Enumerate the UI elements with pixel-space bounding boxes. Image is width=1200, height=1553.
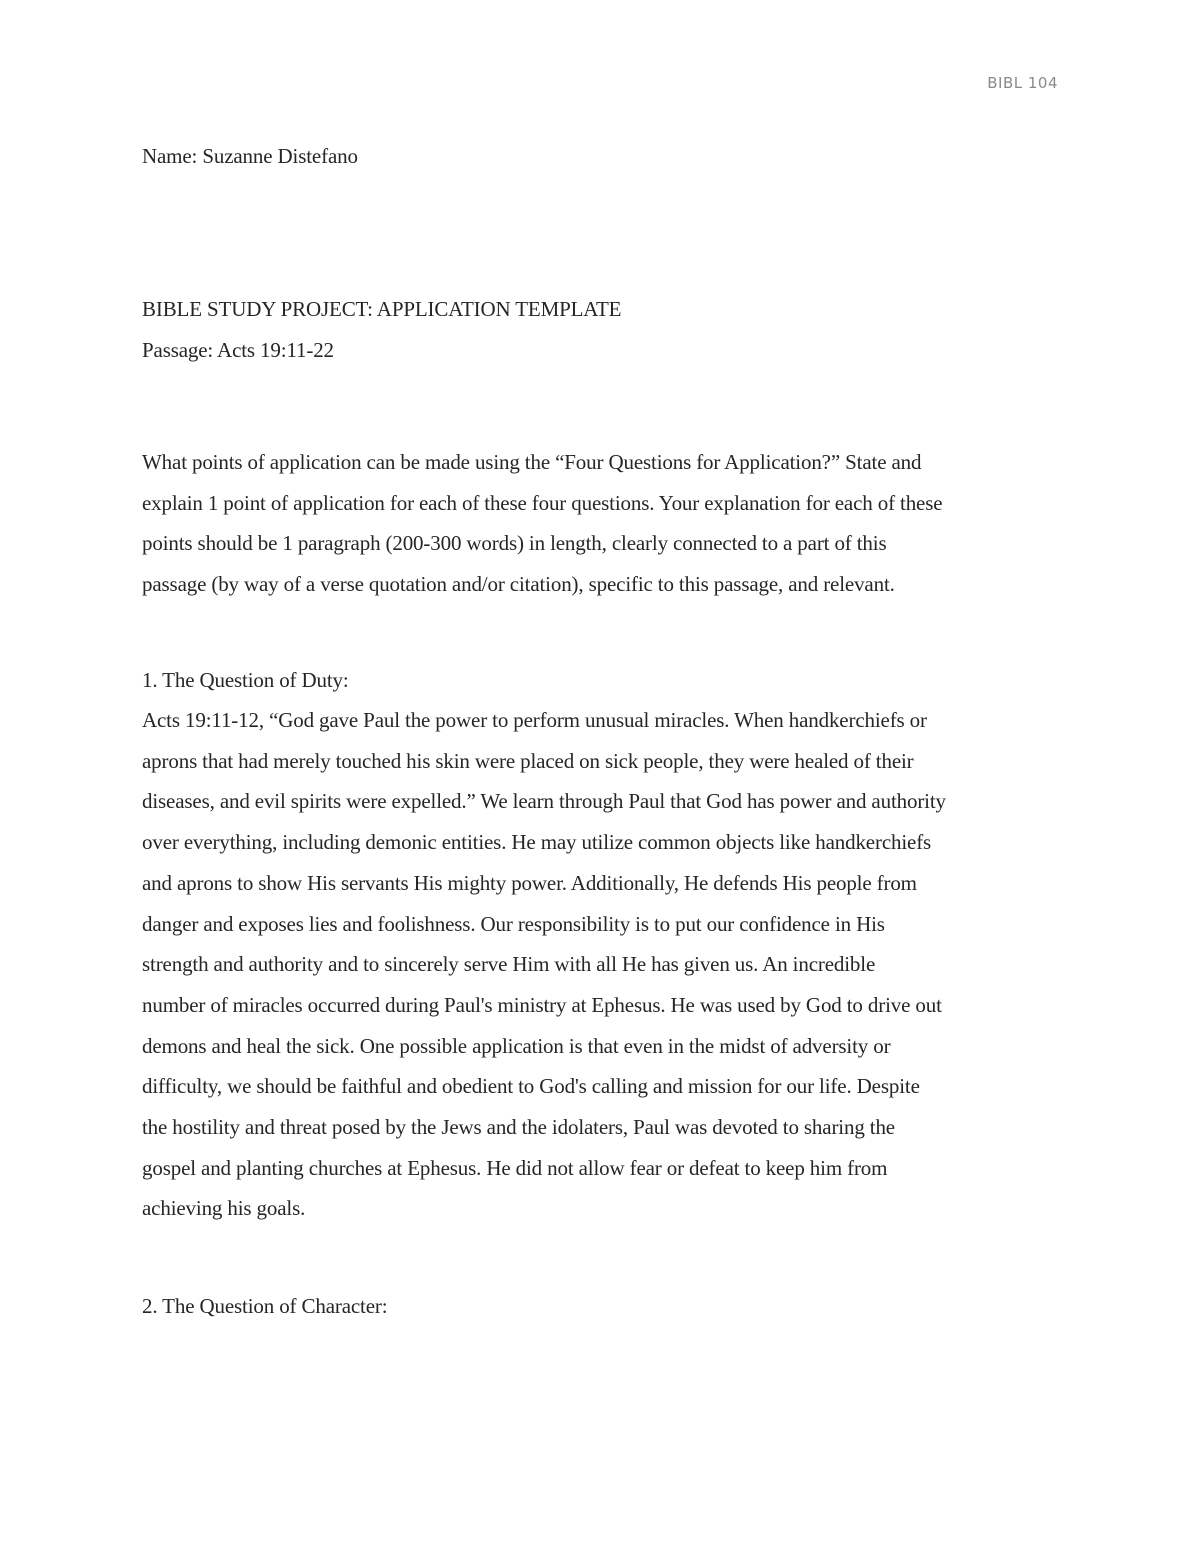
answer-line: the hostility and threat posed by the Jews and the idolaters, Paul was devoted to sharing the xyxy=(142,1115,895,1140)
student-name: Name: Suzanne Distefano xyxy=(142,144,358,168)
question-1-heading: 1. The Question of Duty: xyxy=(142,668,349,692)
question-1-answer-paragraph xyxy=(142,700,1072,1229)
answer-line: achieving his goals. xyxy=(142,1196,306,1221)
answer-line: gospel and planting churches at Ephesus. He did not allow fear or defeat to keep him from xyxy=(142,1155,888,1180)
instructions-line: points should be 1 paragraph (200-300 words) in length, clearly connected to a part of this xyxy=(142,531,887,556)
answer-line: number of miracles occurred during Paul's ministry at Ephesus. He was used by God to drive out xyxy=(142,992,942,1017)
instructions-line: explain 1 point of application for each of these four questions. Your explanation for each of these xyxy=(142,490,943,515)
passage-reference: Passage: Acts 19:11-22 xyxy=(142,338,334,362)
answer-line: diseases, and evil spirits were expelled.” We learn through Paul that God has power and authority xyxy=(142,789,946,814)
instructions-paragraph xyxy=(142,442,1072,605)
answer-line: over everything, including demonic entities. He may utilize common objects like handkerchiefs xyxy=(142,830,932,855)
answer-line: danger and exposes lies and foolishness. Our responsibility is to put our confidence in His xyxy=(142,911,885,936)
running-header-course-code: BIBL 104 xyxy=(987,74,1058,92)
answer-line: difficulty, we should be faithful and obedient to God's calling and mission for our life. Despite xyxy=(142,1074,920,1099)
answer-line: strength and authority and to sincerely serve Him with all He has given us. An incredible xyxy=(142,952,876,977)
question-2-heading: 2. The Question of Character: xyxy=(142,1294,388,1318)
answer-line: Acts 19:11-12, “God gave Paul the power to perform unusual miracles. When handkerchiefs or xyxy=(142,708,927,732)
instructions-line: passage (by way of a verse quotation and/or citation), specific to this passage, and relevant. xyxy=(142,572,895,597)
answer-line: aprons that had merely touched his skin were placed on sick people, they were healed of their xyxy=(142,748,914,773)
document-title: BIBLE STUDY PROJECT: APPLICATION TEMPLATE xyxy=(142,297,622,321)
instructions-line: What points of application can be made using the “Four Questions for Application?” State and xyxy=(142,450,922,474)
answer-line: demons and heal the sick. One possible application is that even in the midst of adversity or xyxy=(142,1033,891,1058)
answer-line: and aprons to show His servants His mighty power. Additionally, He defends His people from xyxy=(142,870,917,895)
